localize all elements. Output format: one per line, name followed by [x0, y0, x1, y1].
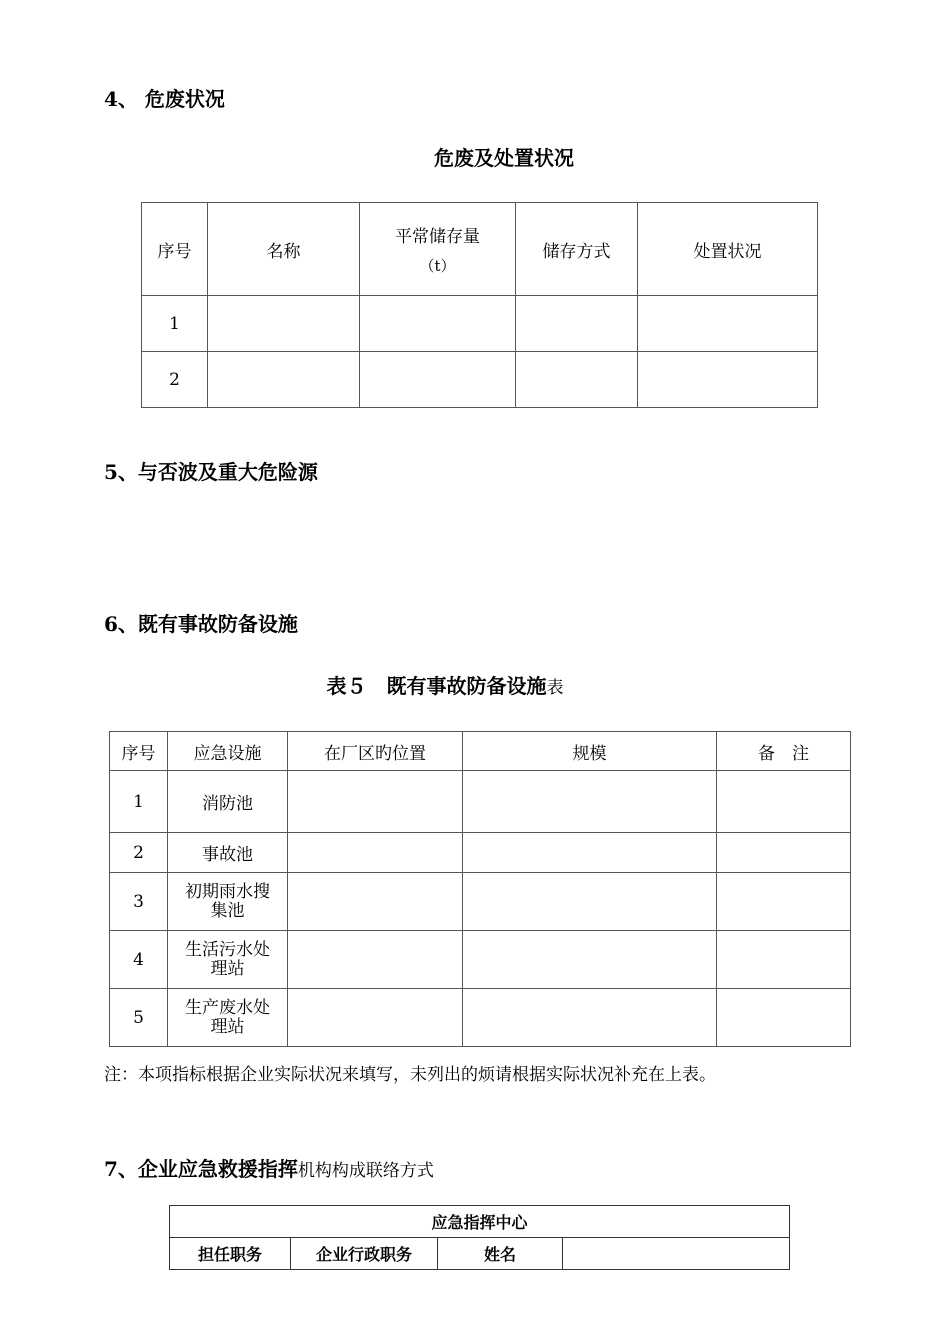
cell-remarks: [717, 771, 851, 833]
table-row: [110, 771, 851, 833]
cell-scale: [463, 989, 717, 1047]
cell-facility: [168, 931, 288, 989]
header-location: 在厂区旳位置: [288, 732, 463, 771]
cell-facility-line2: 理站: [210, 958, 245, 979]
cell-storage-method: [516, 352, 638, 408]
cell-serial: 1: [110, 771, 168, 833]
cell-scale: [463, 873, 717, 931]
header-serial: 序号: [110, 732, 168, 771]
section-6-heading: 6、既有事故防备设施: [104, 612, 298, 636]
cell-location: [288, 833, 463, 873]
cell-remarks: [717, 989, 851, 1047]
header-storage-unit: （t）: [419, 257, 456, 275]
cell-name: [208, 296, 360, 352]
table-row: [110, 873, 851, 931]
cell-remarks: [717, 873, 851, 931]
section-7-heading-main: 7、企业应急救援指挥: [104, 1157, 298, 1181]
cell-disposal-status: [638, 352, 818, 408]
cell-facility-line2: 理站: [210, 1016, 245, 1037]
table-row: [110, 989, 851, 1047]
cell-storage-amount: [360, 352, 516, 408]
section-7-heading: [104, 1153, 434, 1182]
table3-title: 应急指挥中心: [170, 1206, 790, 1238]
header-facility: 应急设施: [168, 732, 288, 771]
cell-serial: 4: [110, 931, 168, 989]
table2-title-suffix: 表: [546, 678, 564, 698]
header-storage-amount: [360, 203, 516, 296]
cell-facility: 消防池: [168, 771, 288, 833]
table2-title: [0, 670, 890, 699]
cell-serial: 2: [142, 352, 208, 408]
cell-location: [288, 931, 463, 989]
cell-scale: [463, 833, 717, 873]
header-blank: [563, 1238, 790, 1270]
header-disposal-status: 处置状况: [638, 203, 818, 296]
cell-remarks: [717, 833, 851, 873]
cell-serial: 2: [110, 833, 168, 873]
cell-facility-line1: 生产废水处: [185, 997, 270, 1018]
table-row: [142, 352, 818, 408]
cell-facility: 事故池: [168, 833, 288, 873]
header-storage-method: 储存方式: [516, 203, 638, 296]
section-5-heading: 5、与否波及重大危险源: [104, 460, 318, 484]
cell-serial: 5: [110, 989, 168, 1047]
header-name: 姓名: [438, 1238, 563, 1270]
table1-title: 危废及处置状况: [434, 146, 574, 170]
cell-storage-amount: [360, 296, 516, 352]
header-remarks: 备 注: [717, 732, 851, 771]
table2-title-main: 表５ 既有事故防备设施: [326, 674, 547, 698]
cell-location: [288, 989, 463, 1047]
section-4-heading: 4、 危废状况: [104, 87, 225, 111]
cell-scale: [463, 771, 717, 833]
header-storage-amount-label: 平常储存量: [395, 227, 480, 247]
header-scale: 规模: [463, 732, 717, 771]
table2-note: 注：本项指标根据企业实际状况来填写，未列出的烦请根据实际状况补充在上表。: [104, 1065, 716, 1085]
cell-remarks: [717, 931, 851, 989]
table-row: [142, 296, 818, 352]
cell-storage-method: [516, 296, 638, 352]
cell-location: [288, 771, 463, 833]
header-role: 担任职务: [170, 1238, 291, 1270]
table-row: [110, 833, 851, 873]
cell-serial: 3: [110, 873, 168, 931]
cell-disposal-status: [638, 296, 818, 352]
header-name: 名称: [208, 203, 360, 296]
hazardous-waste-table: [141, 202, 818, 408]
header-admin-position: 企业行政职务: [291, 1238, 438, 1270]
section-7-heading-suffix: 机构构成联络方式: [297, 1161, 434, 1181]
header-serial: 序号: [142, 203, 208, 296]
table-row: [110, 931, 851, 989]
emergency-facilities-table: [109, 731, 851, 1047]
emergency-command-table: [169, 1205, 790, 1270]
cell-facility-line1: 初期雨水搜: [185, 881, 270, 902]
cell-location: [288, 873, 463, 931]
cell-serial: 1: [142, 296, 208, 352]
cell-facility: [168, 989, 288, 1047]
cell-name: [208, 352, 360, 408]
cell-facility-line2: 集池: [210, 900, 245, 921]
cell-facility: [168, 873, 288, 931]
cell-facility-line1: 生活污水处: [185, 939, 270, 960]
cell-scale: [463, 931, 717, 989]
